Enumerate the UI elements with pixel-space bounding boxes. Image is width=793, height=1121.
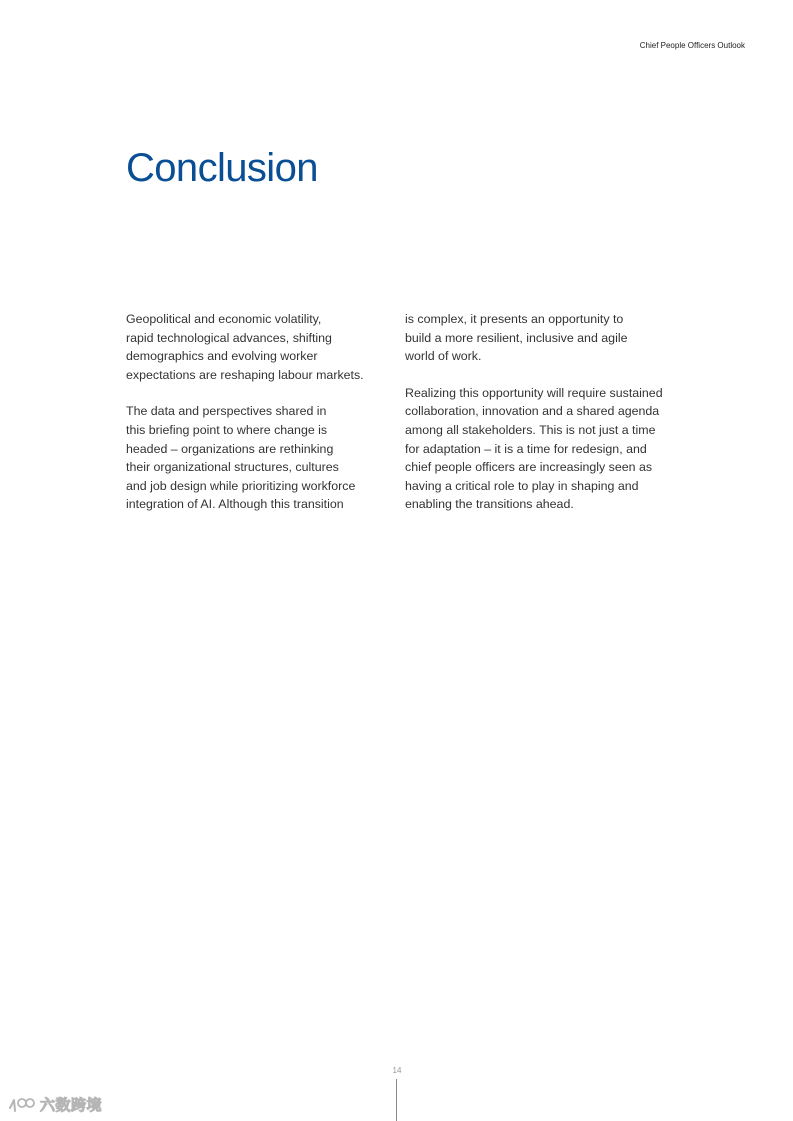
running-head: Chief People Officers Outlook xyxy=(639,41,745,50)
text-line: Realizing this opportunity will require sustained xyxy=(405,385,663,400)
text-line: is complex, it presents an opportunity to xyxy=(405,312,624,326)
text-line: having a critical role to play in shaping and xyxy=(405,478,639,493)
text-line: and job design while prioritizing workforce xyxy=(126,478,356,493)
paragraph xyxy=(126,402,391,514)
text-line: expectations are reshaping labour markets. xyxy=(126,367,364,382)
paragraph xyxy=(405,310,670,366)
text-line: collaboration, innovation and a shared agenda xyxy=(405,404,660,419)
watermark xyxy=(8,1094,102,1115)
watermark-text: 六数跨境 xyxy=(40,1097,103,1114)
text-line: The data and perspectives shared in xyxy=(126,404,327,419)
text-line: among all stakeholders. This is not just a time xyxy=(405,422,656,437)
page-number: 14 xyxy=(392,1066,402,1075)
text-line: build a more resilient, inclusive and agile xyxy=(405,330,628,345)
text-line: Geopolitical and economic volatility, xyxy=(126,312,322,326)
paragraph xyxy=(405,384,670,514)
body-column-right xyxy=(405,310,670,532)
page-divider xyxy=(396,1079,397,1121)
text-line: world of work. xyxy=(405,349,482,364)
text-line: headed – organizations are rethinking xyxy=(126,441,334,456)
paragraph xyxy=(126,310,391,384)
page-title: Conclusion xyxy=(126,146,318,190)
text-line: chief people officers are increasingly seen as xyxy=(405,460,653,475)
liushu-logo-icon xyxy=(8,1096,36,1114)
text-line: integration of AI. Although this transition xyxy=(126,497,344,512)
text-line: rapid technological advances, shifting xyxy=(126,330,332,345)
body-column-left xyxy=(126,310,391,532)
text-line: demographics and evolving worker xyxy=(126,349,318,364)
text-line: their organizational structures, cultures xyxy=(126,460,339,475)
text-line: enabling the transitions ahead. xyxy=(405,497,574,512)
text-line: this briefing point to where change is xyxy=(126,422,328,437)
text-line: for adaptation – it is a time for redesign, and xyxy=(405,441,647,456)
